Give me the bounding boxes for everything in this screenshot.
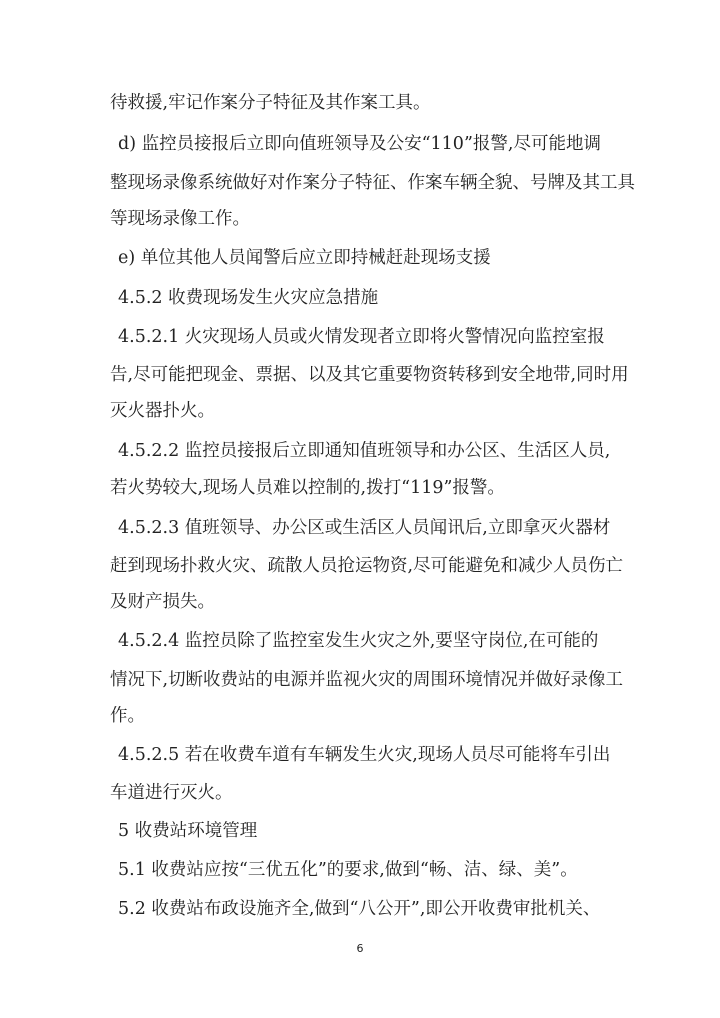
text-line: 情况下,切断收费站的电源并监视火灾的周围环境情况并做好录像工 — [110, 670, 624, 690]
text-line: d) 监控员接报后立即向值班领导及公安“110”报警,尽可能地调 — [118, 134, 601, 154]
text-line: 5.1 收费站应按“三优五化”的要求,做到“畅、洁、绿、美”。 — [118, 860, 578, 880]
section-heading: 5 收费站环境管理 — [118, 821, 258, 841]
text-line: 等现场录像工作。 — [110, 209, 250, 229]
text-line: 及财产损失。 — [110, 592, 215, 612]
text-line: 灭火器扑火。 — [110, 401, 215, 421]
text-line: 4.5.2.3 值班领导、办公区或生活区人员闻讯后,立即拿灭火器材 — [118, 518, 611, 538]
section-heading: 4.5.2 收费现场发生火灾应急措施 — [118, 288, 379, 308]
text-line: 待救援,牢记作案分子特征及其作案工具。 — [110, 93, 431, 113]
text-line: 整现场录像系统做好对作案分子特征、作案车辆全貌、号牌及其工具 — [110, 173, 635, 193]
page-number: 6 — [356, 942, 364, 955]
text-line: 4.5.2.4 监控员除了监控室发生火灾之外,要坚守岗位,在可能的 — [118, 631, 599, 651]
text-line: 若火势较大,现场人员难以控制的,拨打“119”报警。 — [110, 478, 505, 498]
text-line: 4.5.2.1 火灾现场人员或火情发现者立即将火警情况向监控室报 — [118, 327, 605, 347]
text-line: 5.2 收费站布政设施齐全,做到“八公开”,即公开收费审批机关、 — [118, 899, 601, 919]
text-line: 4.5.2.5 若在收费车道有车辆发生火灾,现场人员尽可能将车引出 — [118, 745, 611, 765]
text-line: e) 单位其他人员闻警后应立即持械赶赴现场支援 — [118, 248, 491, 268]
text-line: 告,尽可能把现金、票据、以及其它重要物资转移到安全地带,同时用 — [110, 365, 629, 385]
text-line: 赶到现场扑救火灾、疏散人员抢运物资,尽可能避免和减少人员伤亡 — [110, 556, 624, 576]
text-line: 车道进行灭火。 — [110, 783, 233, 803]
text-line: 作。 — [110, 706, 145, 726]
text-line: 4.5.2.2 监控员接报后立即通知值班领导和办公区、生活区人员, — [118, 441, 611, 461]
